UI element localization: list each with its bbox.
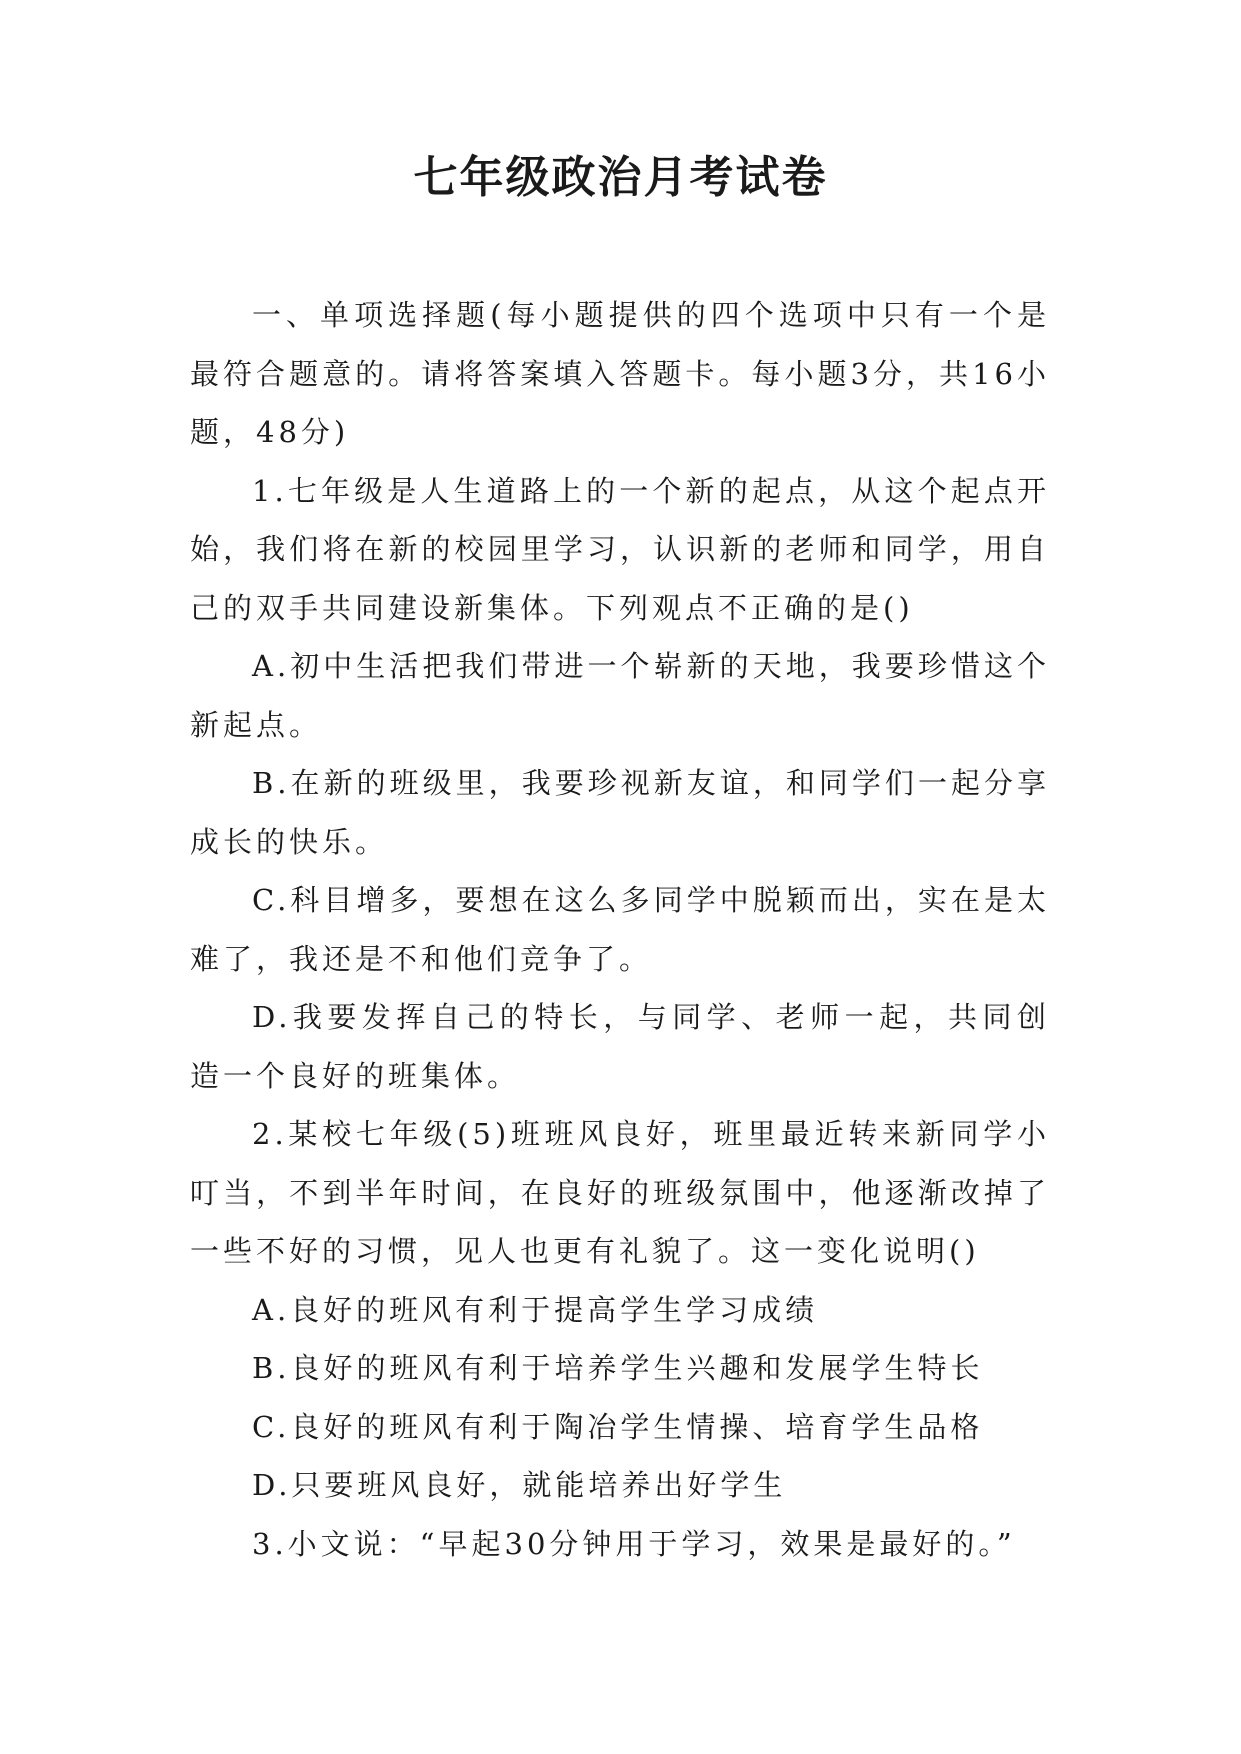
question-1-option-a: A.初中生活把我们带进一个崭新的天地，我要珍惜这个新起点。	[190, 649, 1050, 742]
question-2-option-a: A.良好的班风有利于提高学生学习成绩	[252, 1292, 819, 1327]
question-1-stem: 1.七年级是人生道路上的一个新的起点，从这个起点开始，我们将在新的校园里学习，认识新的老师和同学，用自己的双手共同建设新集体。下列观点不正确的是()	[190, 473, 1050, 625]
question-2-stem: 2.某校七年级(5)班班风良好，班里最近转来新同学小叮当，不到半年时间，在良好的班级氛围中，他逐渐改掉了一些不好的习惯，见人也更有礼貌了。这一变化说明()	[190, 1117, 1050, 1268]
question-2-option-b: B.良好的班风有利于培养学生兴趣和发展学生特长	[252, 1351, 984, 1385]
question-2-option-d: D.只要班风良好，就能培养出好学生	[252, 1468, 787, 1502]
question-1-option-b: B.在新的班级里，我要珍视新友谊，和同学们一起分享成长的快乐。	[190, 766, 1050, 859]
question-3-stem: 3.小文说：“早起30分钟用于学习，效果是最好的。”	[252, 1526, 1016, 1561]
question-2-option-c: C.良好的班风有利于陶冶学生情操、培育学生品格	[252, 1409, 984, 1444]
exam-content	[190, 286, 1050, 1573]
section-header: 一、单项选择题(每小题提供的四个选项中只有一个是最符合题意的。请将答案填入答题卡。每小题3分，共16小题，48分)	[190, 298, 1050, 449]
question-1-option-d: D.我要发挥自己的特长，与同学、老师一起，共同创造一个良好的班集体。	[190, 1000, 1050, 1093]
question-1-option-c: C.科目增多，要想在这么多同学中脱颖而出，实在是太难了，我还是不和他们竞争了。	[190, 883, 1050, 976]
page-title: 七年级政治月考试卷	[413, 152, 828, 203]
